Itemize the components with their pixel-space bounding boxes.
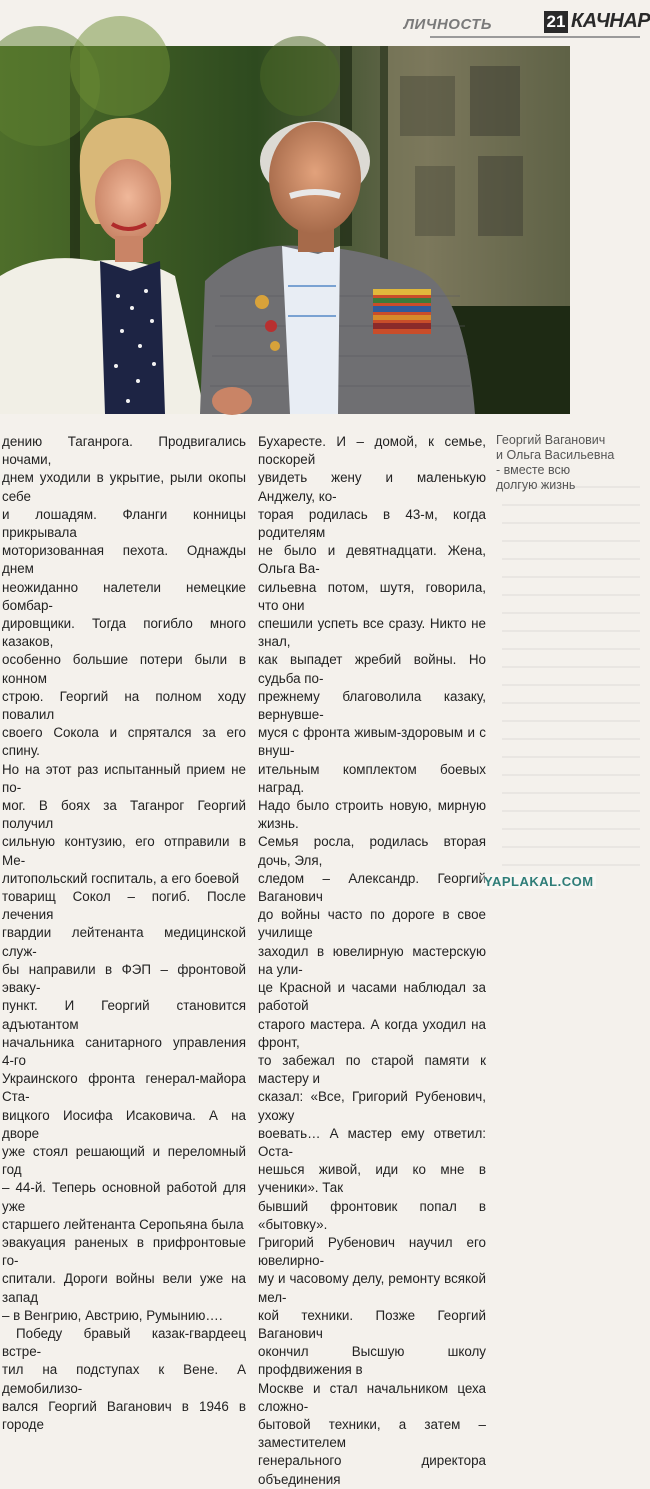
caption-line: и Ольга Васильевна	[496, 448, 615, 462]
article-paragraph: дению Таганрога. Продвигались ночами, днем уходили в укрытие, рыли окопы себе и лошадям. Фланги конницы прикрывала моторизованная пехота. Однажды днем неожиданно налетели немецкие бомбар- дировщики. Тогда погибло много казаков, особенно большие потери были в конном строю. Георгий на полном ходу повалил своего Сокола и спрятался за его спину. Но на этот раз испытанный прием не по- мог. В боях за Таганрог Георгий получил сильную контузию, его отправили в Ме- литопольский госпиталь, а его боевой товарищ Сокол – погиб. После лечения гвардии лейтенанта медицинской служ- бы направили в ФЭП – фронтовой эваку- пункт. И Георгий становится адъютантом начальника санитарного управления 4-го Украинского фронта генерал-майора Ста- вицкого Иосифа Исаковича. А на дворе уже стоял решающий и переломный год – 44-й. Теперь основной работой для уже старшего лейтенанта Серопьяна была эвакуация раненых в прифронтовые го- спитали. Дороги войны вели уже на запад – в Венгрию, Австрию, Румынию….	[2, 434, 246, 1323]
paragraph-text: Победу бравый казак-гвардеец встре- тил на подступах к Вене. А демобилизо- вался Георгий Ваганович в 1946 в городе	[2, 1325, 246, 1432]
caption-line: долгую жизнь	[496, 478, 576, 492]
article-paragraph	[2, 1325, 246, 1434]
header-rule	[430, 36, 640, 38]
photo-caption	[496, 433, 636, 493]
article-column-1	[2, 433, 246, 1434]
section-label: ЛИЧНОСТЬ	[403, 16, 492, 33]
page-number: 21	[544, 11, 568, 33]
article-paragraph: Бухаресте. И – домой, к семье, поскорей увидеть жену и маленькую Анджелу, ко- торая родилась в 43-м, когда родителям не было и девятнадцати. Жена, Ольга Ва- сильевна потом, шутя, говорила, что они спешили успеть все сразу. Никто не знал, как выпадет жребий войны. Но судьба по- прежнему благоволила казаку, вернувше- муся с фронта живым-здоровым и с внуш- ительным комплектом боевых наград. Надо было строить новую, мирную жизнь. Семья росла, родилась вторая дочь, Эля, следом – Александр. Георгий Ваганович до войны часто по дороге в свое училище заходил в ювелирную мастерскую на ули- це Красной и часами наблюдал за работой старого мастера. А когда уходил на фронт, то забежал по старой памяти к мастеру и сказал: «Все, Григорий Рубенович, ухожу воевать… А мастер ему ответил: Оста- нешься живой, иди ко мне в ученики». Так бывший фронтовик попал в «бытовку». Григорий Рубенович научил его ювелирно- му и часовому делу, ремонту всякой мел- кой техники. Позже Георгий Ваганович окончил Высшую школу профдвижения в Москве и стал начальником цеха сложно- бытовой техники, а затем – заместителем генерального директора объединения	[258, 434, 486, 1487]
show-through-texture	[502, 486, 640, 866]
article-column-2	[258, 433, 486, 1489]
caption-line: - вместе всю	[496, 463, 571, 477]
caption-line: Георгий Ваганович	[496, 433, 606, 447]
magazine-logo: КАЧНАР	[571, 10, 650, 32]
watermark: YAPLAKAL.COM	[484, 874, 594, 889]
couple-photo	[0, 46, 570, 414]
